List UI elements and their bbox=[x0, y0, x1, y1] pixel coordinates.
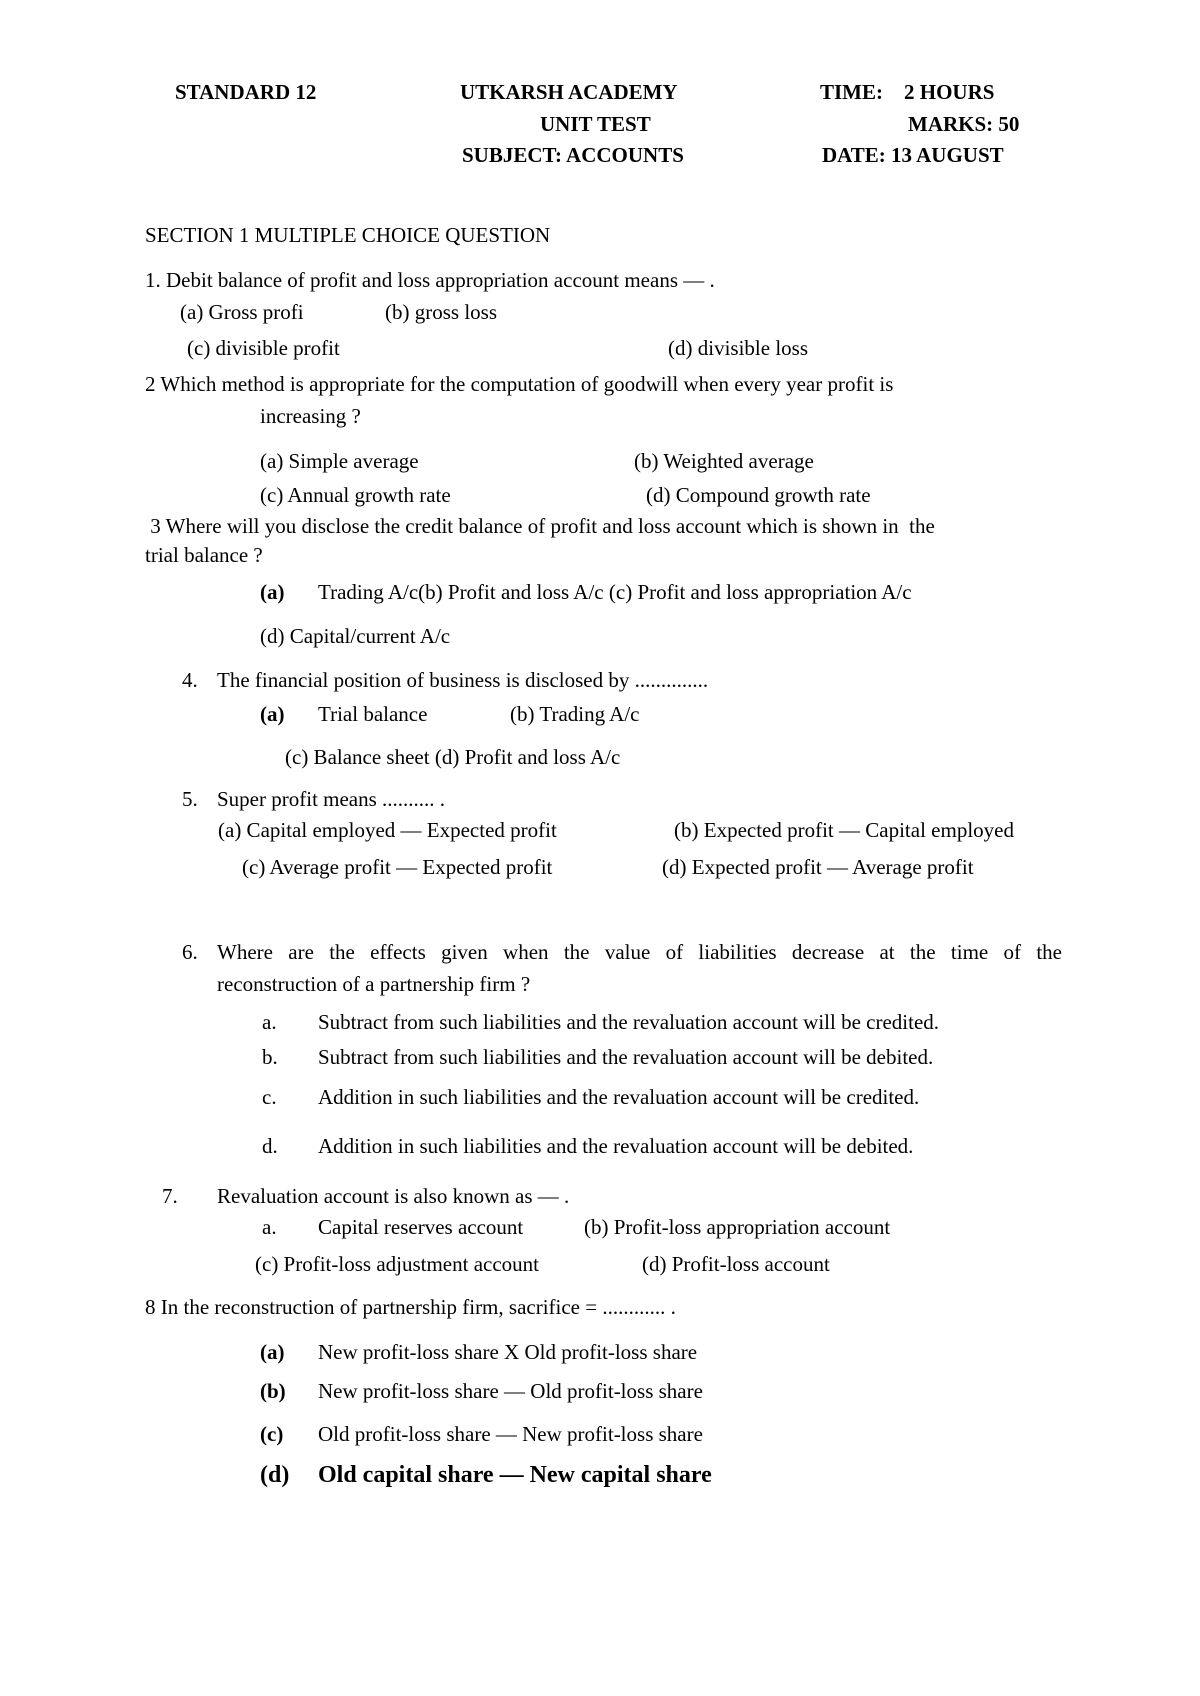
q8-option-d-label: (d) bbox=[260, 1462, 290, 1488]
q5-option-a: (a) Capital employed — Expected profit bbox=[218, 818, 557, 842]
q6-option-a: Subtract from such liabilities and the revaluation account will be credited. bbox=[318, 1010, 940, 1034]
q7-option-d: (d) Profit-loss account bbox=[642, 1252, 830, 1276]
q4-option-a: Trial balance bbox=[318, 702, 428, 726]
q6-question-cont: reconstruction of a partnership firm ? bbox=[217, 972, 531, 996]
header-academy: UTKARSH ACADEMY bbox=[460, 80, 678, 104]
q2-option-d: (d) Compound growth rate bbox=[646, 483, 871, 507]
q4-question: The financial position of business is disclosed by .............. bbox=[217, 668, 709, 692]
q6-option-a-label: a. bbox=[262, 1010, 277, 1034]
q8-option-d: Old capital share — New capital share bbox=[318, 1462, 712, 1488]
q4-option-cd: (c) Balance sheet (d) Profit and loss A/c bbox=[285, 745, 621, 769]
q7-question: Revaluation account is also known as — . bbox=[217, 1184, 570, 1208]
section-title: SECTION 1 MULTIPLE CHOICE QUESTION bbox=[145, 223, 551, 247]
header-marks: MARKS: 50 bbox=[908, 112, 1020, 136]
q4-option-b: (b) Trading A/c bbox=[510, 702, 640, 726]
q6-question: Where are the effects given when the value of liabilities decrease at the time of the bbox=[217, 940, 1062, 964]
q6-option-d: Addition in such liabilities and the revaluation account will be debited. bbox=[318, 1134, 914, 1158]
q8-option-a-label: (a) bbox=[260, 1340, 285, 1364]
q2-option-b: (b) Weighted average bbox=[634, 449, 814, 473]
q8-option-c-label: (c) bbox=[260, 1422, 284, 1446]
q2-option-a: (a) Simple average bbox=[260, 449, 419, 473]
q3-question: 3 Where will you disclose the credit balance of profit and loss account which is shown in the bbox=[145, 514, 935, 538]
q1-option-d: (d) divisible loss bbox=[668, 336, 808, 360]
q6-option-b-label: b. bbox=[262, 1045, 278, 1069]
q4-option-a-label: (a) bbox=[260, 702, 285, 726]
q3-option-a: Trading A/c(b) Profit and loss A/c (c) Profit and loss appropriation A/c bbox=[318, 580, 912, 604]
q1-question: 1. Debit balance of profit and loss appropriation account means — . bbox=[145, 268, 715, 292]
q8-question: 8 In the reconstruction of partnership firm, sacrifice = ............ . bbox=[145, 1295, 676, 1319]
q1-option-b: (b) gross loss bbox=[385, 300, 498, 324]
q1-option-a: (a) Gross profi bbox=[180, 300, 304, 324]
q6-option-c-label: c. bbox=[262, 1085, 277, 1109]
q8-option-b-label: (b) bbox=[260, 1379, 286, 1403]
q5-question: Super profit means .......... . bbox=[217, 787, 446, 811]
header-unit-test: UNIT TEST bbox=[540, 112, 651, 136]
q5-number: 5. bbox=[182, 787, 198, 811]
q2-question: 2 Which method is appropriate for the computation of goodwill when every year profit is bbox=[145, 372, 894, 396]
header-standard: STANDARD 12 bbox=[175, 80, 317, 104]
q7-option-a: Capital reserves account bbox=[318, 1215, 524, 1239]
q8-option-b: New profit-loss share — Old profit-loss share bbox=[318, 1379, 703, 1403]
q4-number: 4. bbox=[182, 668, 198, 692]
q3-option-d: (d) Capital/current A/c bbox=[260, 624, 451, 648]
q6-option-d-label: d. bbox=[262, 1134, 278, 1158]
q5-option-d: (d) Expected profit — Average profit bbox=[662, 855, 974, 879]
q6-option-c: Addition in such liabilities and the revaluation account will be credited. bbox=[318, 1085, 920, 1109]
q5-option-c: (c) Average profit — Expected profit bbox=[242, 855, 553, 879]
header-subject: SUBJECT: ACCOUNTS bbox=[462, 143, 684, 167]
q2-question-cont: increasing ? bbox=[260, 404, 361, 428]
q7-option-a-label: a. bbox=[262, 1215, 277, 1239]
q1-option-c: (c) divisible profit bbox=[187, 336, 340, 360]
q7-option-c: (c) Profit-loss adjustment account bbox=[255, 1252, 540, 1276]
q8-option-c: Old profit-loss share — New profit-loss share bbox=[318, 1422, 703, 1446]
q2-option-c: (c) Annual growth rate bbox=[260, 483, 451, 507]
q6-option-b: Subtract from such liabilities and the revaluation account will be debited. bbox=[318, 1045, 934, 1069]
q3-question-cont: trial balance ? bbox=[145, 543, 263, 567]
q6-number: 6. bbox=[182, 940, 198, 964]
header-date: DATE: 13 AUGUST bbox=[822, 143, 1004, 167]
q8-option-a: New profit-loss share X Old profit-loss share bbox=[318, 1340, 698, 1364]
q7-number: 7. bbox=[162, 1184, 178, 1208]
q7-option-b: (b) Profit-loss appropriation account bbox=[584, 1215, 891, 1239]
q3-option-a-label: (a) bbox=[260, 580, 285, 604]
q5-option-b: (b) Expected profit — Capital employed bbox=[674, 818, 1014, 842]
header-time: TIME: 2 HOURS bbox=[820, 80, 995, 104]
